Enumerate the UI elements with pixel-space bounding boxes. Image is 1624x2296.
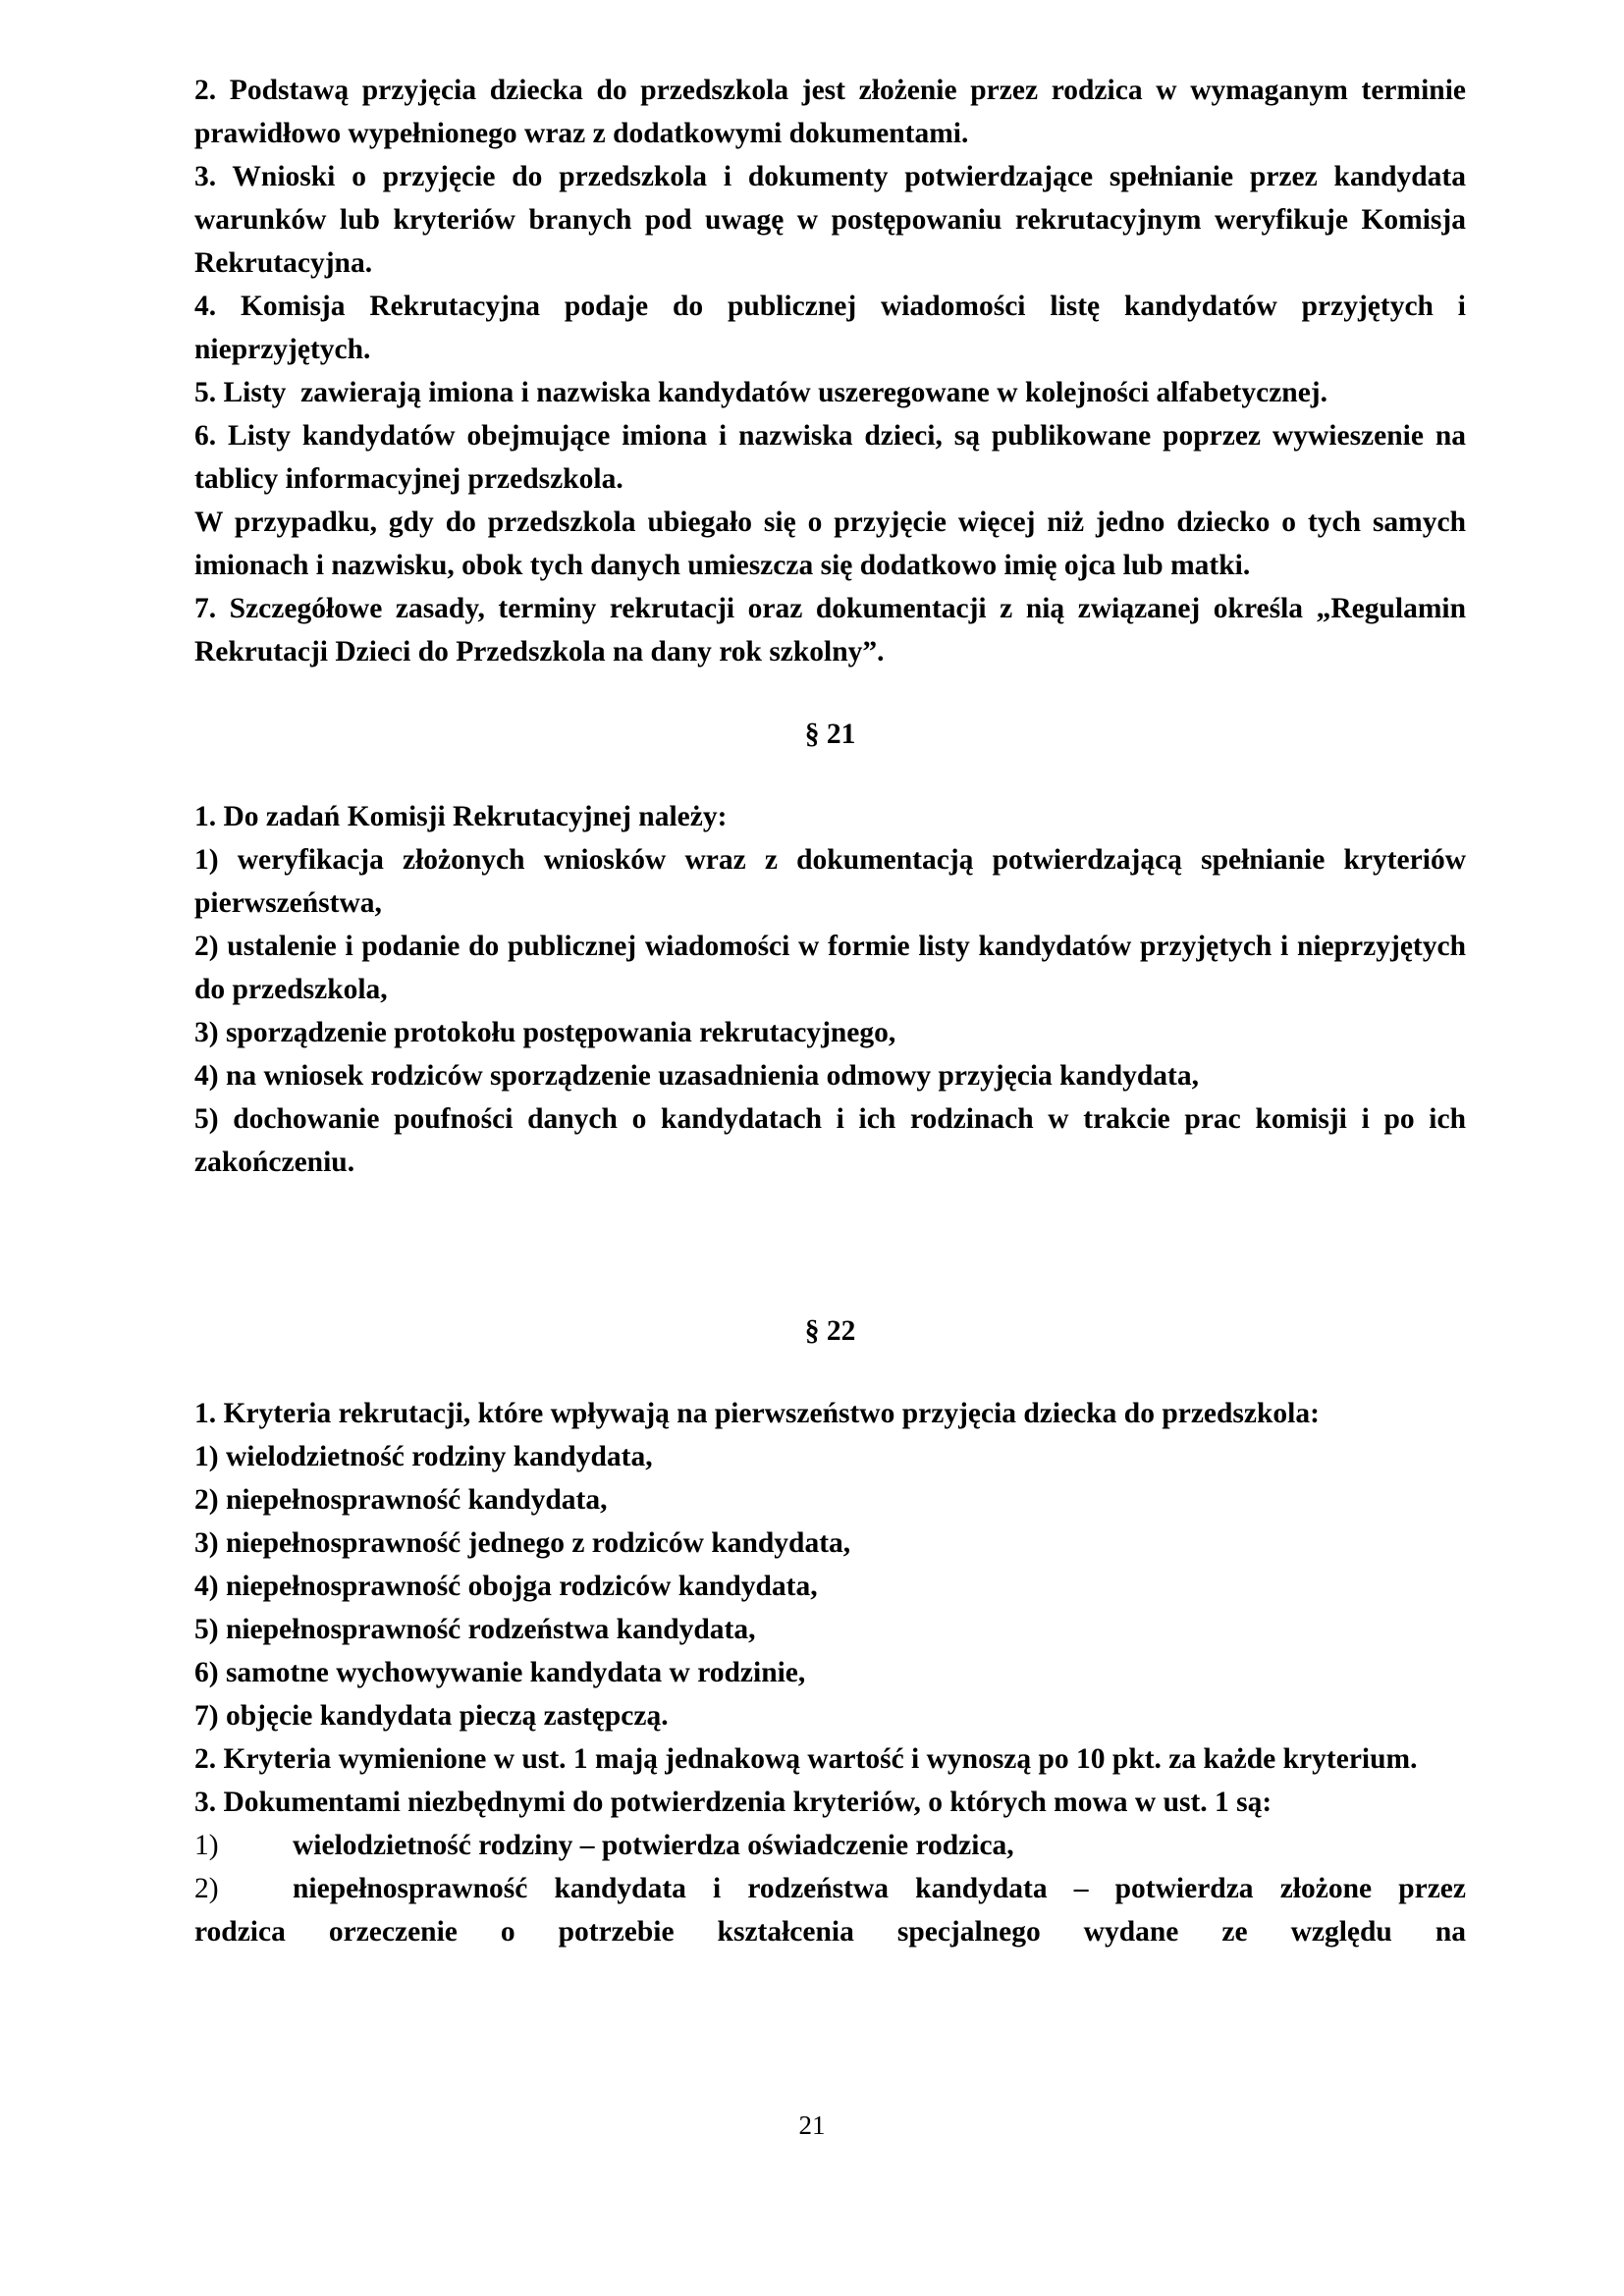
s22-item-3: 3) niepełnosprawność jednego z rodziców kandydata, [194, 1527, 851, 1559]
paragraph-5: 5. Listy zawierają imiona i nazwiska kandydatów uszeregowane w kolejności alfabetycznej. [194, 377, 1328, 408]
s22-document-2-continuation: rodzica orzeczenie o potrzebie kształcenia specjalnego wydane ze względu na [194, 1916, 1466, 1948]
s22-document-1 [194, 1824, 1466, 1867]
s21-item-2: 2) ustalenie i podanie do publicznej wiadomości w formie listy kandydatów przyjętych i nieprzyjętych do przedszkola, [194, 931, 1466, 1005]
s21-item-4: 4) na wniosek rodziców sporządzenie uzasadnienia odmowy przyjęcia kandydata, [194, 1060, 1199, 1092]
s22-document-1-text: wielodzietność rodziny – potwierdza oświadczenie rodzica, [293, 1830, 1014, 1861]
s22-item-2: 2) niepełnosprawność kandydata, [194, 1484, 608, 1516]
s22-item-4: 4) niepełnosprawność obojga rodziców kandydata, [194, 1571, 818, 1602]
paragraph-2: 2. Podstawą przyjęcia dziecka do przedszkola jest złożenie przez rodzica w wymaganym terminie prawidłowo wypełnionego wraz z dodatkowymi dokumentami. [194, 75, 1466, 149]
section-21-heading: § 21 [804, 719, 856, 750]
s21-paragraph-1: 1. Do zadań Komisji Rekrutacyjnej należy: [194, 801, 728, 832]
section-22-heading: § 22 [804, 1315, 856, 1347]
document-page [194, 69, 1466, 1953]
s22-item-1: 1) wielodzietność rodziny kandydata, [194, 1441, 653, 1472]
s22-document-2-number: 2) [194, 1873, 219, 1904]
s21-item-1: 1) weryfikacja złożonych wniosków wraz z dokumentacją potwierdzającą spełnianie kryteriów pierwszeństwa, [194, 844, 1466, 919]
s22-item-5: 5) niepełnosprawność rodzeństwa kandydata, [194, 1614, 756, 1645]
paragraph-7: 7. Szczegółowe zasady, terminy rekrutacji oraz dokumentacji z nią związanej określa „Regulamin Rekrutacji Dzieci do Przedszkola na dany rok szkolny”. [194, 593, 1466, 667]
s22-paragraph-1: 1. Kryteria rekrutacji, które wpływają na pierwszeństwo przyjęcia dziecka do przedszkola: [194, 1398, 1320, 1429]
s21-item-5: 5) dochowanie poufności danych o kandydatach i ich rodzinach w trakcie prac komisji i po ich zakończeniu. [194, 1103, 1466, 1178]
paragraph-6: 6. Listy kandydatów obejmujące imiona i nazwiska dzieci, są publikowane poprzez wywieszenie na tablicy informacyjnej przedszkola. [194, 420, 1466, 495]
paragraph-4: 4. Komisja Rekrutacyjna podaje do publicznej wiadomości listę kandydatów przyjętych i nieprzyjętych. [194, 291, 1466, 365]
paragraph-6-note: W przypadku, gdy do przedszkola ubiegało się o przyjęcie więcej niż jedno dziecko o tych samych imionach i nazwisku, obok tych danych umieszcza się dodatkowo imię ojca lub matki. [194, 507, 1466, 581]
page-number: 21 [798, 2110, 826, 2140]
s22-paragraph-2: 2. Kryteria wymienione w ust. 1 mają jednakową wartość i wynoszą po 10 pkt. za każde kryterium. [194, 1743, 1418, 1775]
s22-document-1-number: 1) [194, 1830, 219, 1861]
s22-paragraph-3: 3. Dokumentami niezbędnymi do potwierdzenia kryteriów, o których mowa w ust. 1 są: [194, 1787, 1272, 1818]
s21-item-3: 3) sporządzenie protokołu postępowania rekrutacyjnego, [194, 1017, 896, 1048]
s22-item-7: 7) objęcie kandydata pieczą zastępczą. [194, 1700, 669, 1732]
s22-document-2-text: niepełnosprawność kandydata i rodzeństwa kandydata – potwierdza złożone przez [293, 1873, 1466, 1904]
s22-document-2 [194, 1867, 1466, 1910]
s22-item-6: 6) samotne wychowywanie kandydata w rodzinie, [194, 1657, 806, 1688]
paragraph-3: 3. Wnioski o przyjęcie do przedszkola i dokumenty potwierdzające spełnianie przez kandydata warunków lub kryteriów branych pod uwagę w postępowaniu rekrutacyjnym weryfikuje Komisja Rekrutacyjna. [194, 161, 1466, 279]
